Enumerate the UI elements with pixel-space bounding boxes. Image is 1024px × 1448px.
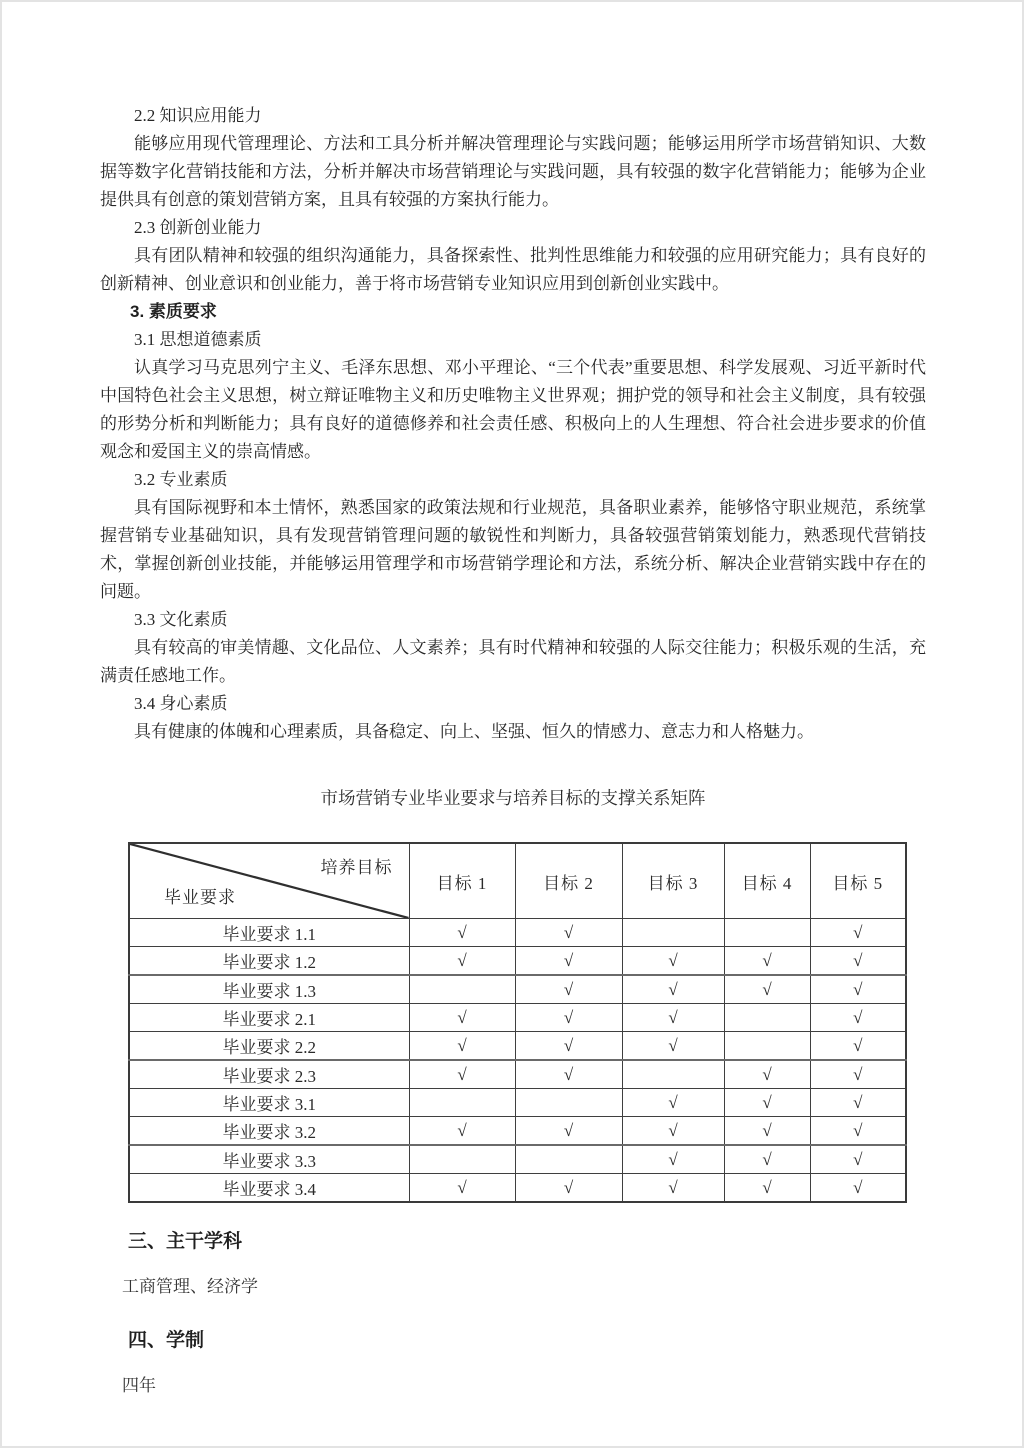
row-label: 毕业要求 2.2: [129, 1032, 409, 1061]
matrix-check-cell: √: [515, 919, 622, 947]
section-2-3-paragraph: 具有团队精神和较强的组织沟通能力，具备探索性、批判性思维能力和较强的应用研究能力；具有良好的创新精神、创业意识和创业能力，善于将市场营销专业知识应用到创新创业实践中。: [100, 246, 926, 293]
section-3-3-heading: 3.3 文化素质: [134, 610, 228, 629]
row-label: 毕业要求 3.3: [129, 1145, 409, 1174]
matrix-check-cell: √: [409, 1004, 515, 1032]
section-3-3-paragraph: 具有较高的审美情趣、文化品位、人文素养；具有时代精神和较强的人际交往能力；积极乐观的生活，充满责任感地工作。: [100, 638, 926, 685]
row-label: 毕业要求 3.2: [129, 1117, 409, 1146]
matrix-check-cell: √: [724, 1145, 810, 1174]
matrix-check-cell: √: [515, 1004, 622, 1032]
matrix-check-cell: √: [622, 947, 724, 976]
matrix-check-cell: √: [724, 975, 810, 1004]
matrix-check-cell: √: [409, 1060, 515, 1089]
matrix-check-cell: √: [409, 1174, 515, 1203]
row-label: 毕业要求 3.1: [129, 1089, 409, 1117]
matrix-check-cell: √: [810, 1060, 906, 1089]
matrix-table-title: 市场营销专业毕业要求与培养目标的支撑关系矩阵: [320, 788, 706, 808]
table-row: [129, 1060, 906, 1089]
support-matrix-table: [128, 842, 907, 1203]
matrix-check-cell: √: [515, 1060, 622, 1089]
section-3-4-heading: 3.4 身心素质: [134, 694, 228, 713]
matrix-check-cell: √: [724, 1117, 810, 1146]
column-header-objective-5: 目标 5: [810, 843, 906, 919]
column-header-objective-2: 目标 2: [515, 843, 622, 919]
matrix-check-cell: √: [515, 1032, 622, 1061]
matrix-check-cell: √: [409, 1117, 515, 1146]
matrix-empty-cell: [409, 1145, 515, 1174]
schooling-length-text: 四年: [122, 1376, 156, 1395]
matrix-empty-cell: [515, 1089, 622, 1117]
table-row: [129, 975, 906, 1004]
matrix-empty-cell: [622, 1060, 724, 1089]
matrix-empty-cell: [724, 1004, 810, 1032]
section-2-2-paragraph: 能够应用现代管理理论、方法和工具分析并解决管理理论与实践问题；能够运用所学市场营销知识、大数据等数字化营销技能和方法，分析并解决市场营销理论与实践问题，具有较强的数字化营销能力；能够为企业提供具有创意的策划营销方案，且具有较强的方案执行能力。: [100, 134, 926, 209]
table-row: [129, 1117, 906, 1146]
matrix-check-cell: √: [622, 975, 724, 1004]
corner-label-requirements: 毕业要求: [164, 888, 236, 907]
table-row: [129, 1004, 906, 1032]
section-schooling-length-heading: 四、学制: [128, 1330, 205, 1351]
matrix-check-cell: √: [515, 1174, 622, 1203]
matrix-check-cell: √: [810, 1145, 906, 1174]
section-3-heading: 3. 素质要求: [130, 302, 217, 321]
row-label: 毕业要求 1.1: [129, 919, 409, 947]
matrix-check-cell: √: [622, 1004, 724, 1032]
matrix-header-row: [129, 843, 906, 919]
matrix-check-cell: √: [622, 1032, 724, 1061]
row-label: 毕业要求 3.4: [129, 1174, 409, 1203]
matrix-check-cell: √: [810, 1004, 906, 1032]
section-3-4-paragraph: 具有健康的体魄和心理素质，具备稳定、向上、坚强、恒久的情感力、意志力和人格魅力。: [134, 722, 814, 741]
column-header-objective-4: 目标 4: [724, 843, 810, 919]
matrix-corner-cell: [129, 843, 409, 919]
matrix-empty-cell: [724, 919, 810, 947]
row-label: 毕业要求 1.3: [129, 975, 409, 1004]
matrix-check-cell: √: [810, 947, 906, 976]
section-3-2-heading: 3.2 专业素质: [134, 470, 228, 489]
matrix-check-cell: √: [622, 1174, 724, 1203]
section-3-1-paragraph: 认真学习马克思列宁主义、毛泽东思想、邓小平理论、“三个代表”重要思想、科学发展观、习近平新时代中国特色社会主义思想，树立辩证唯物主义和历史唯物主义世界观；拥护党的领导和社会主义制度，具有较强的形势分析和判断能力；具有良好的道德修养和社会责任感、积极向上的人生理想、符合社会进步要求的价值观念和爱国主义的崇高情感。: [100, 358, 926, 461]
matrix-check-cell: √: [622, 1145, 724, 1174]
matrix-check-cell: √: [515, 1117, 622, 1146]
document-content: [100, 102, 926, 1401]
matrix-check-cell: √: [409, 1032, 515, 1061]
table-row: [129, 919, 906, 947]
matrix-check-cell: √: [515, 975, 622, 1004]
row-label: 毕业要求 2.1: [129, 1004, 409, 1032]
matrix-check-cell: √: [515, 947, 622, 976]
column-header-objective-3: 目标 3: [622, 843, 724, 919]
table-row: [129, 1145, 906, 1174]
main-disciplines-text: 工商管理、经济学: [122, 1277, 258, 1296]
corner-label-objectives: 培养目标: [320, 858, 393, 877]
row-label: 毕业要求 1.2: [129, 947, 409, 976]
matrix-body: [129, 843, 906, 1202]
table-row: [129, 1089, 906, 1117]
table-row: [129, 1174, 906, 1203]
matrix-empty-cell: [409, 1089, 515, 1117]
matrix-check-cell: √: [622, 1089, 724, 1117]
matrix-check-cell: √: [810, 1089, 906, 1117]
matrix-check-cell: √: [810, 919, 906, 947]
table-row: [129, 947, 906, 976]
column-header-objective-1: 目标 1: [409, 843, 515, 919]
matrix-check-cell: √: [622, 1117, 724, 1146]
matrix-check-cell: √: [409, 919, 515, 947]
table-row: [129, 1032, 906, 1061]
matrix-check-cell: √: [724, 947, 810, 976]
matrix-check-cell: √: [810, 1032, 906, 1061]
matrix-empty-cell: [622, 919, 724, 947]
section-main-disciplines-heading: 三、主干学科: [128, 1231, 243, 1252]
row-label: 毕业要求 2.3: [129, 1060, 409, 1089]
matrix-empty-cell: [724, 1032, 810, 1061]
matrix-check-cell: √: [409, 947, 515, 976]
matrix-check-cell: √: [724, 1089, 810, 1117]
matrix-check-cell: √: [724, 1174, 810, 1203]
section-3-2-paragraph: 具有国际视野和本土情怀，熟悉国家的政策法规和行业规范，具备职业素养，能够恪守职业规范，系统掌握营销专业基础知识，具有发现营销管理问题的敏锐性和判断力，具备较强营销策划能力，熟悉现代营销技术，掌握创新创业技能，并能够运用管理学和市场营销学理论和方法，系统分析、解决企业营销实践中存在的问题。: [100, 498, 926, 601]
matrix-check-cell: √: [810, 1174, 906, 1203]
section-2-3-heading: 2.3 创新创业能力: [134, 218, 262, 237]
matrix-check-cell: √: [810, 1117, 906, 1146]
matrix-empty-cell: [409, 975, 515, 1004]
matrix-check-cell: √: [724, 1060, 810, 1089]
section-3-1-heading: 3.1 思想道德素质: [134, 330, 262, 349]
matrix-empty-cell: [515, 1145, 622, 1174]
matrix-check-cell: √: [810, 975, 906, 1004]
section-2-2-heading: 2.2 知识应用能力: [134, 106, 262, 125]
